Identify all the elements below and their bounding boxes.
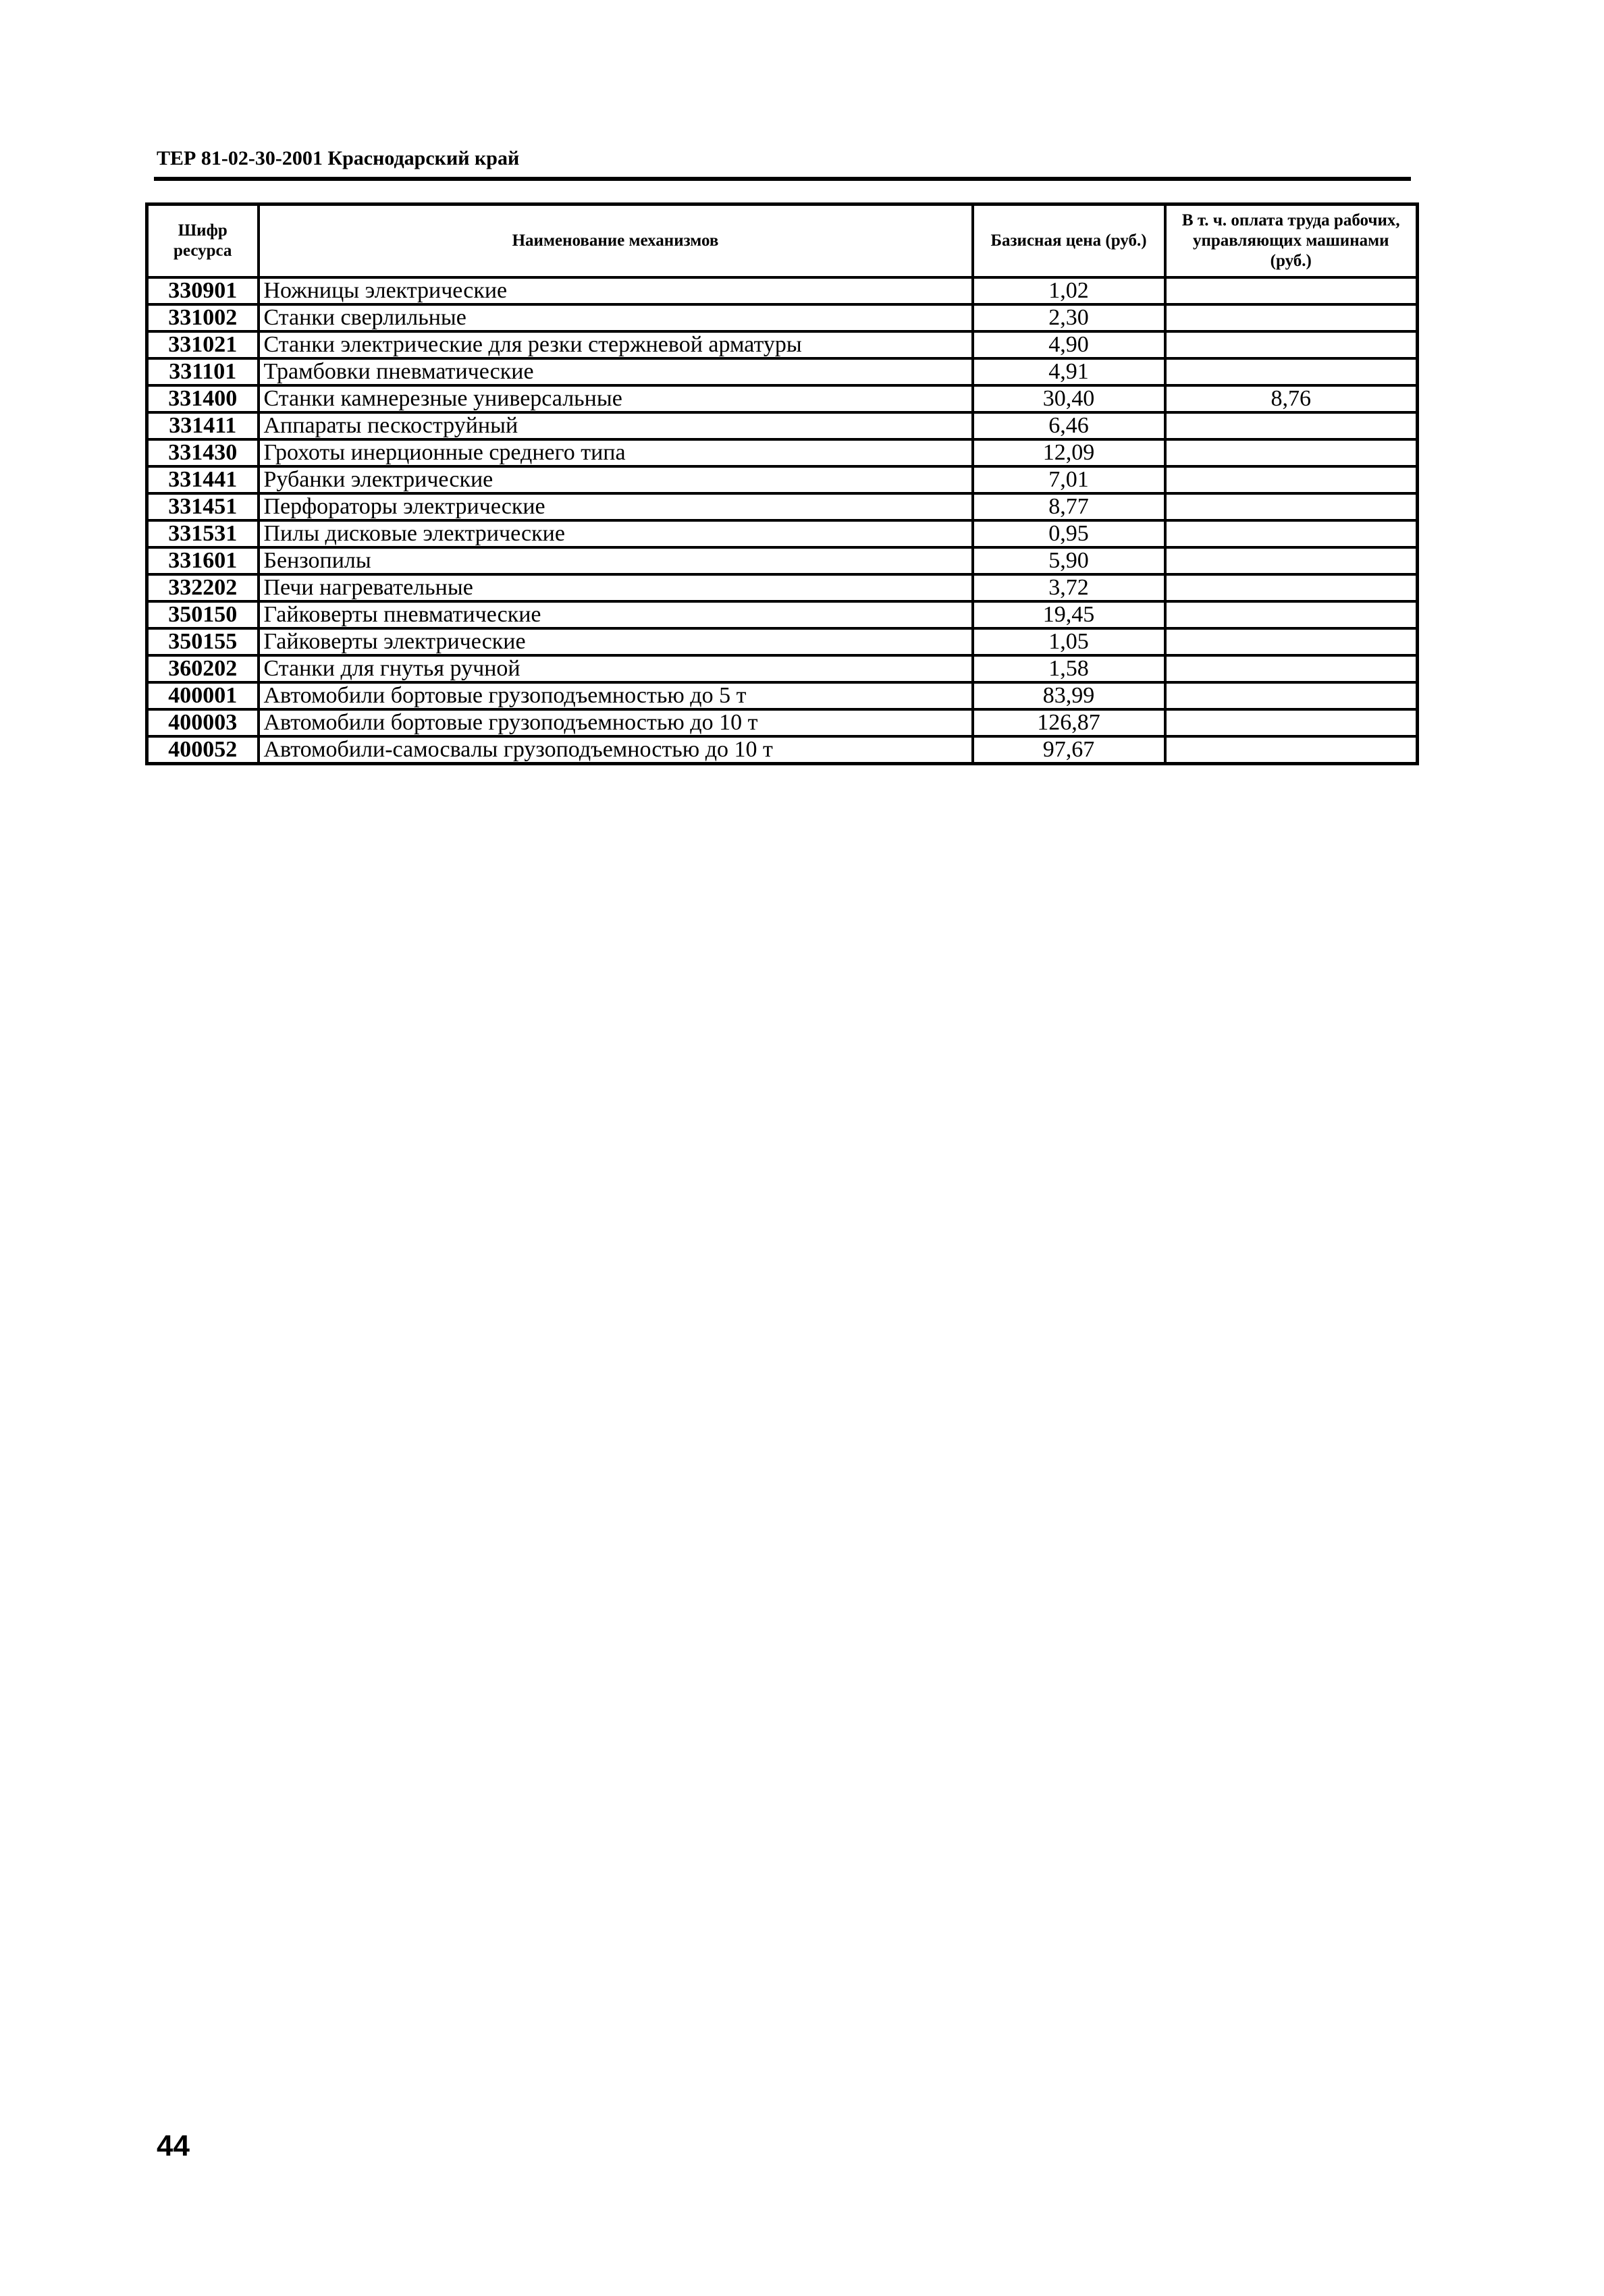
cell-code: 331101	[147, 358, 259, 385]
cell-code: 400003	[147, 709, 259, 736]
table-row	[147, 655, 1418, 682]
cell-code: 331531	[147, 520, 259, 547]
cell-labor	[1165, 493, 1418, 520]
cell-code: 400052	[147, 736, 259, 764]
cell-price: 126,87	[973, 709, 1165, 736]
table-row	[147, 385, 1418, 412]
cell-price: 1,02	[973, 277, 1165, 304]
table-row	[147, 547, 1418, 574]
cell-price: 0,95	[973, 520, 1165, 547]
cell-name: Станки камнерезные универсальные	[259, 385, 973, 412]
table-row	[147, 304, 1418, 331]
cell-labor	[1165, 304, 1418, 331]
cell-code: 360202	[147, 655, 259, 682]
mechanisms-price-table	[145, 202, 1419, 765]
table-row	[147, 277, 1418, 304]
cell-code: 350150	[147, 601, 259, 628]
document-title: ТЕР 81-02-30-2001 Краснодарский край	[157, 147, 520, 169]
cell-labor	[1165, 655, 1418, 682]
cell-price: 2,30	[973, 304, 1165, 331]
cell-labor	[1165, 466, 1418, 493]
cell-labor	[1165, 412, 1418, 439]
cell-name: Ножницы электрические	[259, 277, 973, 304]
cell-price: 30,40	[973, 385, 1165, 412]
table-row	[147, 439, 1418, 466]
table-row	[147, 709, 1418, 736]
cell-labor	[1165, 682, 1418, 709]
cell-code: 330901	[147, 277, 259, 304]
column-header-price: Базисная цена (руб.)	[973, 204, 1165, 278]
cell-price: 6,46	[973, 412, 1165, 439]
cell-name: Автомобили-самосвалы грузоподъемностью до 10 т	[259, 736, 973, 764]
cell-code: 331021	[147, 331, 259, 358]
column-header-labor: В т. ч. оплата труда рабочих, управляющих машинами (руб.)	[1165, 204, 1418, 278]
table-row	[147, 682, 1418, 709]
cell-code: 331430	[147, 439, 259, 466]
cell-price: 12,09	[973, 439, 1165, 466]
cell-price: 1,05	[973, 628, 1165, 655]
cell-price: 8,77	[973, 493, 1165, 520]
cell-price: 1,58	[973, 655, 1165, 682]
document-header	[154, 144, 1411, 181]
page-number: 44	[157, 2129, 190, 2162]
cell-name: Печи нагревательные	[259, 574, 973, 601]
cell-name: Бензопилы	[259, 547, 973, 574]
cell-labor	[1165, 736, 1418, 764]
cell-code: 331441	[147, 466, 259, 493]
cell-code: 332202	[147, 574, 259, 601]
cell-labor	[1165, 601, 1418, 628]
cell-labor	[1165, 331, 1418, 358]
cell-labor	[1165, 358, 1418, 385]
cell-code: 331601	[147, 547, 259, 574]
table-header-row	[147, 204, 1418, 278]
column-header-name: Наименование механизмов	[259, 204, 973, 278]
cell-name: Автомобили бортовые грузоподъемностью до 10 т	[259, 709, 973, 736]
cell-name: Аппараты пескоструйный	[259, 412, 973, 439]
cell-price: 7,01	[973, 466, 1165, 493]
table-row	[147, 628, 1418, 655]
cell-labor	[1165, 709, 1418, 736]
cell-code: 331411	[147, 412, 259, 439]
table-row	[147, 574, 1418, 601]
cell-labor	[1165, 628, 1418, 655]
cell-price: 83,99	[973, 682, 1165, 709]
cell-name: Автомобили бортовые грузоподъемностью до 5 т	[259, 682, 973, 709]
table-row	[147, 412, 1418, 439]
cell-code: 400001	[147, 682, 259, 709]
cell-name: Станки электрические для резки стержневой арматуры	[259, 331, 973, 358]
cell-price: 19,45	[973, 601, 1165, 628]
cell-name: Перфораторы электрические	[259, 493, 973, 520]
cell-price: 5,90	[973, 547, 1165, 574]
cell-code: 331400	[147, 385, 259, 412]
cell-name: Станки для гнутья ручной	[259, 655, 973, 682]
cell-name: Грохоты инерционные среднего типа	[259, 439, 973, 466]
table-row	[147, 331, 1418, 358]
table-body	[147, 277, 1418, 764]
cell-price: 4,91	[973, 358, 1165, 385]
cell-labor: 8,76	[1165, 385, 1418, 412]
cell-name: Пилы дисковые электрические	[259, 520, 973, 547]
table-row	[147, 493, 1418, 520]
cell-labor	[1165, 277, 1418, 304]
column-header-code: Шифр ресурса	[147, 204, 259, 278]
table-row	[147, 358, 1418, 385]
table-row	[147, 466, 1418, 493]
cell-labor	[1165, 547, 1418, 574]
cell-name: Рубанки электрические	[259, 466, 973, 493]
cell-price: 97,67	[973, 736, 1165, 764]
cell-price: 4,90	[973, 331, 1165, 358]
cell-code: 331002	[147, 304, 259, 331]
table-row	[147, 520, 1418, 547]
cell-name: Станки сверлильные	[259, 304, 973, 331]
table-row	[147, 601, 1418, 628]
cell-code: 350155	[147, 628, 259, 655]
cell-price: 3,72	[973, 574, 1165, 601]
cell-name: Трамбовки пневматические	[259, 358, 973, 385]
cell-name: Гайковерты пневматические	[259, 601, 973, 628]
cell-labor	[1165, 520, 1418, 547]
cell-labor	[1165, 439, 1418, 466]
cell-code: 331451	[147, 493, 259, 520]
table-row	[147, 736, 1418, 764]
cell-name: Гайковерты электрические	[259, 628, 973, 655]
cell-labor	[1165, 574, 1418, 601]
